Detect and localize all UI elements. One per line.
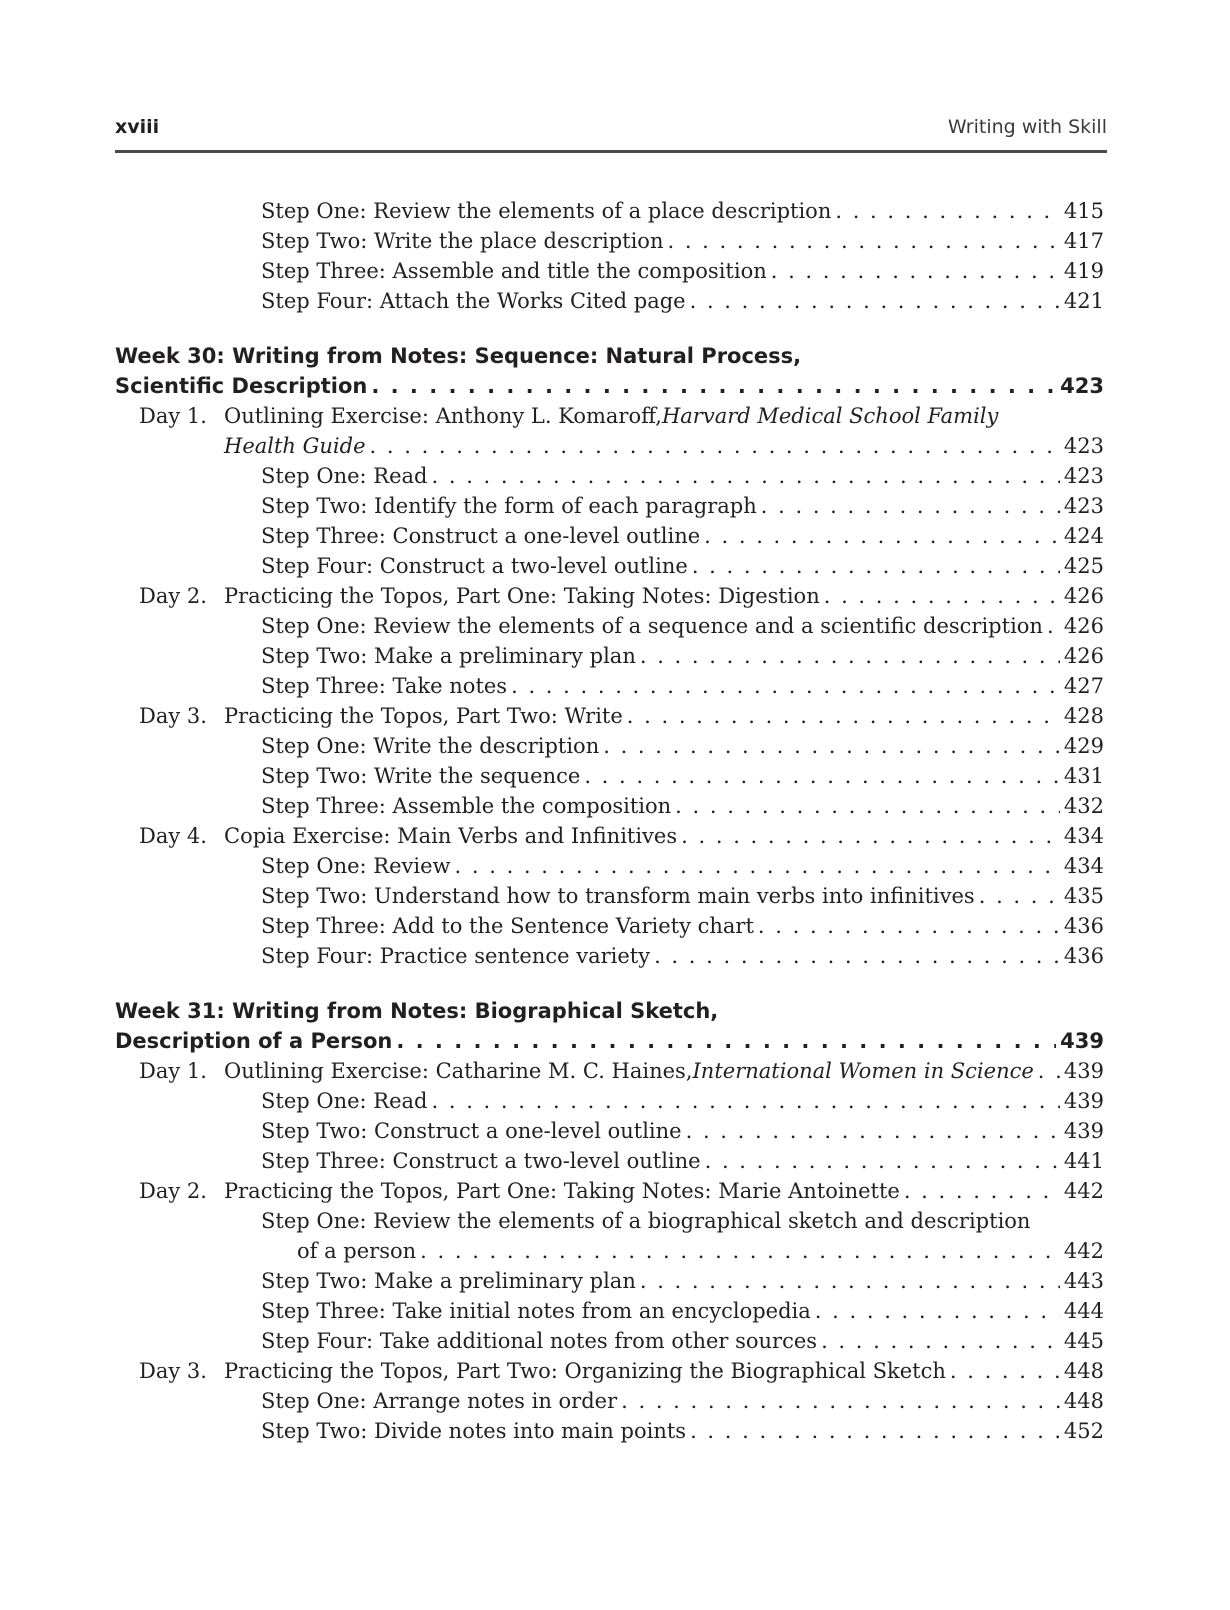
day-label: Day 2.: [139, 1179, 207, 1203]
toc-entry[interactable]: Step Two: Write the place description . . . 417: [261, 226, 1104, 256]
toc-entry[interactable]: Step Four: Attach the Works Cited page . . . 421: [261, 286, 1104, 316]
toc-entry[interactable]: Step Two: Make a preliminary plan . . . 443: [261, 1266, 1104, 1296]
day-label: Day 3.: [139, 1359, 207, 1383]
toc-entry[interactable]: Practicing the Topos, Part One: Taking Notes: Marie Antoinette . . . 442: [224, 1176, 1104, 1206]
toc-entry[interactable]: Step Four: Construct a two-level outline . . . 425: [261, 551, 1104, 581]
day-label: Day 2.: [139, 584, 207, 608]
toc-entry[interactable]: Step Four: Practice sentence variety . . . 436: [261, 941, 1104, 971]
day-label: Day 1.: [139, 1059, 207, 1083]
toc-entry[interactable]: Step One: Arrange notes in order . . . 448: [261, 1386, 1104, 1416]
day-title[interactable]: Outlining Exercise: Anthony L. Komaroff, Harvard Medical School Family: [224, 404, 999, 428]
day-label: Day 4.: [139, 824, 207, 848]
toc-entry[interactable]: Step One: Review the elements of a sequence and a scientific description . . . 426: [261, 611, 1104, 641]
toc-entry[interactable]: Practicing the Topos, Part Two: Write . . . 428: [224, 701, 1104, 731]
toc-entry[interactable]: Practicing the Topos, Part One: Taking Notes: Digestion . . . 426: [224, 581, 1104, 611]
toc-entry[interactable]: Health Guide . . . 423: [224, 431, 1104, 461]
toc-entry[interactable]: Practicing the Topos, Part Two: Organizing the Biographical Sketch . . . 448: [224, 1356, 1104, 1386]
toc-entry[interactable]: Step Two: Understand how to transform main verbs into infinitives . . . 435: [261, 881, 1104, 911]
toc-entry[interactable]: Step Two: Identify the form of each paragraph . . . 423: [261, 491, 1104, 521]
page-number: xviii: [115, 116, 160, 138]
toc-entry[interactable]: Step Three: Assemble the composition . . . 432: [261, 791, 1104, 821]
toc-entry[interactable]: Step Two: Construct a one-level outline . . . 439: [261, 1116, 1104, 1146]
toc-entry[interactable]: Step One: Read . . . 423: [261, 461, 1104, 491]
toc-entry[interactable]: Step One: Read . . . 439: [261, 1086, 1104, 1116]
toc-entry[interactable]: Step Three: Construct a one-level outline . . . 424: [261, 521, 1104, 551]
toc-entry[interactable]: Step Three: Take initial notes from an encyclopedia . . . 444: [261, 1296, 1104, 1326]
week-heading-line[interactable]: Scientific Description . . . 423: [115, 371, 1104, 401]
toc-entry-first-line[interactable]: Step One: Review the elements of a biographical sketch and description: [261, 1209, 1031, 1233]
running-header: [115, 114, 1107, 153]
week-heading-line[interactable]: Description of a Person . . . 439: [115, 1026, 1104, 1056]
book-title: Writing with Skill: [947, 116, 1107, 138]
toc-entry[interactable]: Step Three: Construct a two-level outline . . . 441: [261, 1146, 1104, 1176]
day-label: Day 1.: [139, 404, 207, 428]
toc-entry[interactable]: Step One: Review . . . 434: [261, 851, 1104, 881]
toc-entry[interactable]: Step One: Write the description . . . 429: [261, 731, 1104, 761]
day-label: Day 3.: [139, 704, 207, 728]
week-heading[interactable]: Week 31: Writing from Notes: Biographical Sketch,: [115, 999, 719, 1023]
toc-entry[interactable]: Step Two: Make a preliminary plan . . . 426: [261, 641, 1104, 671]
toc-entry[interactable]: Outlining Exercise: Catharine M. C. Haines, International Women in Science . . . 439: [224, 1056, 1104, 1086]
toc-entry[interactable]: of a person . . . 442: [297, 1236, 1104, 1266]
week-heading[interactable]: Week 30: Writing from Notes: Sequence: Natural Process,: [115, 344, 802, 368]
toc-entry[interactable]: Step Three: Take notes . . . 427: [261, 671, 1104, 701]
toc-entry[interactable]: Step Three: Assemble and title the composition . . . 419: [261, 256, 1104, 286]
toc-entry[interactable]: Copia Exercise: Main Verbs and Infinitives . . . 434: [224, 821, 1104, 851]
toc-entry[interactable]: Step Two: Write the sequence . . . 431: [261, 761, 1104, 791]
toc-entry[interactable]: Step Two: Divide notes into main points . . . 452: [261, 1416, 1104, 1446]
toc-entry[interactable]: Step One: Review the elements of a place description . . . 415: [261, 196, 1104, 226]
toc-entry[interactable]: Step Four: Take additional notes from other sources . . . 445: [261, 1326, 1104, 1356]
toc-entry[interactable]: Step Three: Add to the Sentence Variety chart . . . 436: [261, 911, 1104, 941]
